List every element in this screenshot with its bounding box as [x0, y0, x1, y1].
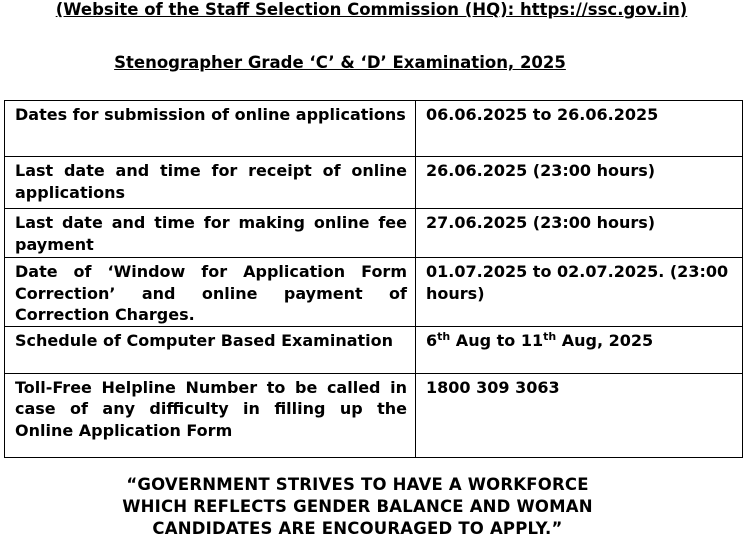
- exam-start-day: 6: [426, 330, 438, 350]
- table-row: [5, 373, 743, 457]
- table-row: [5, 209, 743, 258]
- row-value: [416, 326, 743, 373]
- exam-start-rest: Aug to 11: [450, 330, 544, 350]
- website-line: (Website of the Staff Selection Commission (HQ): https://ssc.gov.in): [55, 0, 688, 19]
- exam-end-rest: Aug, 2025: [556, 330, 654, 350]
- row-label: Schedule of Computer Based Examination: [5, 326, 416, 373]
- gender-balance-slogan: [0, 474, 715, 540]
- important-dates-table: [4, 100, 743, 458]
- table-row: [5, 258, 743, 327]
- row-value: 01.07.2025 to 02.07.2025. (23:00 hours): [416, 258, 743, 327]
- table-row: [5, 326, 743, 373]
- row-label: Toll-Free Helpline Number to be called in case of any difficulty in filling up the Online Application Form: [5, 373, 416, 457]
- row-label: Dates for submission of online applications: [5, 101, 416, 157]
- row-value: 26.06.2025 (23:00 hours): [416, 157, 743, 209]
- exam-start-suffix: th: [437, 329, 451, 343]
- slogan-line: CANDIDATES ARE ENCOURAGED TO APPLY.”: [152, 519, 563, 538]
- exam-end-suffix: th: [543, 329, 557, 343]
- table-row: [5, 157, 743, 209]
- row-value: 1800 309 3063: [416, 373, 743, 457]
- row-value: 27.06.2025 (23:00 hours): [416, 209, 743, 258]
- slogan-line: “GOVERNMENT STRIVES TO HAVE A WORKFORCE: [126, 475, 589, 494]
- row-value: 06.06.2025 to 26.06.2025: [416, 101, 743, 157]
- exam-title: Stenographer Grade ‘C’ & ‘D’ Examination, 2025: [114, 53, 566, 72]
- row-label: Date of ‘Window for Application Form Correction’ and online payment of Correction Charges.: [5, 258, 416, 327]
- table-row: [5, 101, 743, 157]
- row-label: Last date and time for receipt of online applications: [5, 157, 416, 209]
- slogan-line: WHICH REFLECTS GENDER BALANCE AND WOMAN: [122, 497, 593, 516]
- row-label: Last date and time for making online fee payment: [5, 209, 416, 258]
